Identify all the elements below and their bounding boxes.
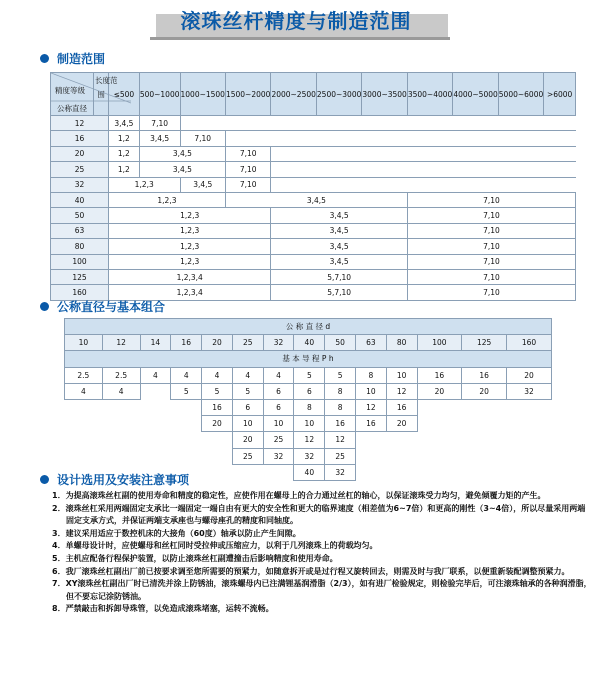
range-cell: 3,4,5 xyxy=(271,254,407,269)
range-cell: 7,10 xyxy=(407,239,575,254)
lead-cell: 32 xyxy=(325,464,356,480)
lead-cell: 6 xyxy=(263,383,294,399)
empty-cell xyxy=(271,162,576,177)
lead-cell: 20 xyxy=(202,416,233,432)
diameter-cell: 14 xyxy=(140,335,171,351)
table-row xyxy=(65,383,552,399)
range-cell: 3,4,5 xyxy=(139,146,225,161)
range-cell: 1,2,3,4 xyxy=(108,269,270,284)
lead-cell: 16 xyxy=(202,399,233,415)
bullet-icon xyxy=(40,54,49,63)
range-cell: 3,4,5 xyxy=(180,177,225,192)
range-cell: 3,4,5 xyxy=(139,131,180,146)
diameter-cell: 25 xyxy=(232,335,263,351)
range-cell: 1,2,3 xyxy=(108,239,270,254)
lead-cell xyxy=(386,464,417,480)
range-cell: 7,10 xyxy=(139,116,180,131)
range-cell: 1,2 xyxy=(108,162,139,177)
lead-cell: 16 xyxy=(462,367,507,383)
range-cell: 3,4,5 xyxy=(108,116,139,131)
empty-cell xyxy=(225,131,575,146)
diameter-cell: 16 xyxy=(171,335,202,351)
lead-cell xyxy=(202,448,233,464)
lead-cell: 4 xyxy=(140,367,171,383)
range-cell: 5,7,10 xyxy=(271,285,407,300)
lead-cell xyxy=(171,432,202,448)
lead-cell: 20 xyxy=(232,432,263,448)
lead-cell xyxy=(102,432,140,448)
lead-cell: 4 xyxy=(171,367,202,383)
col-header: >6000 xyxy=(544,73,576,116)
empty-cell xyxy=(271,177,576,192)
note-item: 5．主机应配备行程保护装置，以防止滚珠丝杠副遭撞击后影响精度和使用寿命。 xyxy=(52,553,338,563)
range-cell: 5,7,10 xyxy=(271,269,407,284)
section-label: 公称直径与基本组合 xyxy=(57,300,166,314)
lead-cell: 6 xyxy=(263,399,294,415)
range-cell: 1,2 xyxy=(108,131,139,146)
section-label: 制造范围 xyxy=(57,52,106,66)
row-diameter: 80 xyxy=(51,239,109,254)
diameter-cell: 160 xyxy=(507,335,552,351)
lead-cell: 4 xyxy=(263,367,294,383)
diameter-cell: 80 xyxy=(386,335,417,351)
lead-cell xyxy=(65,399,103,415)
empty-cell xyxy=(180,116,576,131)
col-header: 1000~1500 xyxy=(180,73,225,116)
lead-cell: 10 xyxy=(232,416,263,432)
lead-cell xyxy=(462,416,507,432)
bullet-icon xyxy=(40,475,49,484)
row-diameter: 12 xyxy=(51,116,109,131)
lead-cell xyxy=(202,464,233,480)
lead-cell xyxy=(140,383,171,399)
note-item: 8．严禁敲击和拆卸导珠管，以免造成滚珠堵塞，运转不流畅。 xyxy=(52,604,274,614)
col-header: 1500~2000 xyxy=(225,73,270,116)
lead-cell: 4 xyxy=(102,383,140,399)
diameter-lead-table xyxy=(64,318,552,481)
row-diameter: 32 xyxy=(51,177,109,192)
lead-cell xyxy=(65,448,103,464)
lead-cell: 12 xyxy=(325,432,356,448)
section-heading-notes xyxy=(40,471,189,488)
lead-cell xyxy=(232,464,263,480)
lead-cell xyxy=(102,399,140,415)
lead-cell: 20 xyxy=(417,383,462,399)
table-row xyxy=(51,269,576,284)
lead-cell xyxy=(140,399,171,415)
lead-cell: 5 xyxy=(232,383,263,399)
note-item: 7．XY滚珠丝杠副出厂时已清洗并涂上防锈油，滚珠螺母内已注满锂基润滑脂（2/3），如有进厂检验规定，则检验完毕后，可注滚珠轴承的各种润滑脂，但不要忘记涂防锈油。 xyxy=(52,579,592,601)
lead-cell: 5 xyxy=(325,367,356,383)
lead-cell: 16 xyxy=(325,416,356,432)
title-block xyxy=(150,6,450,40)
range-cell: 3,4,5 xyxy=(225,192,407,207)
col-header: 3000~3500 xyxy=(362,73,407,116)
col-header: 4000~5000 xyxy=(453,73,498,116)
range-cell: 3,4,5 xyxy=(139,162,225,177)
col-header: 5000~6000 xyxy=(498,73,543,116)
lead-cell: 32 xyxy=(294,448,325,464)
lead-cell: 2.5 xyxy=(65,367,103,383)
range-cell: 7,10 xyxy=(407,208,575,223)
lead-cell xyxy=(202,432,233,448)
range-cell: 1,2,3 xyxy=(108,208,270,223)
table-row xyxy=(51,192,576,207)
row-diameter: 100 xyxy=(51,254,109,269)
lead-cell: 12 xyxy=(356,399,387,415)
lead-cell xyxy=(102,448,140,464)
lead-cell xyxy=(356,464,387,480)
lead-cell: 4 xyxy=(65,383,103,399)
lead-cell xyxy=(417,416,462,432)
lead-cell xyxy=(417,399,462,415)
table-row xyxy=(65,432,552,448)
col-header: ≤500 xyxy=(108,73,139,116)
lead-cell: 5 xyxy=(294,367,325,383)
lead-cell xyxy=(507,432,552,448)
range-cell: 7,10 xyxy=(225,146,270,161)
title-underline xyxy=(150,37,450,40)
table-row xyxy=(65,448,552,464)
row-diameter: 20 xyxy=(51,146,109,161)
lead-cell: 5 xyxy=(171,383,202,399)
row-diameter: 125 xyxy=(51,269,109,284)
table-row xyxy=(51,116,576,131)
lead-cell: 25 xyxy=(232,448,263,464)
lead-cell: 16 xyxy=(417,367,462,383)
lead-cell: 10 xyxy=(386,367,417,383)
lead-cell: 5 xyxy=(202,383,233,399)
lead-cell: 10 xyxy=(356,383,387,399)
row-diameter: 50 xyxy=(51,208,109,223)
lead-cell: 25 xyxy=(263,432,294,448)
range-cell: 1,2,3 xyxy=(108,254,270,269)
col-header: 2000~2500 xyxy=(271,73,316,116)
lead-cell: 8 xyxy=(325,383,356,399)
lead-cell: 4 xyxy=(232,367,263,383)
row-diameter: 40 xyxy=(51,192,109,207)
corner-length-tail: 围 xyxy=(94,73,109,116)
lead-cell: 12 xyxy=(294,432,325,448)
range-cell: 1,2,3 xyxy=(108,223,270,238)
range-cell: 7,10 xyxy=(180,131,225,146)
corner-header xyxy=(51,73,118,116)
lead-cell: 32 xyxy=(263,448,294,464)
lead-cell xyxy=(462,399,507,415)
note-item: 1．为提高滚珠丝杠副的使用寿命和精度的稳定性，应使作用在螺母上的合力通过丝杠的轴心，以保证滚珠受力均匀，避免倾覆力矩的产生。 xyxy=(52,491,546,500)
note-item: 4．单螺母设计时，应使螺母和丝杠同时受拉伸或压缩应力，以利于几列滚珠上的荷载均匀。 xyxy=(52,541,378,551)
diameter-row xyxy=(65,335,552,351)
table-row xyxy=(65,367,552,383)
lead-cell xyxy=(507,448,552,464)
diameter-cell: 32 xyxy=(263,335,294,351)
lead-cell: 16 xyxy=(386,399,417,415)
lead-cell xyxy=(507,464,552,480)
diameter-label-row: 公 称 直 径 d xyxy=(65,319,552,335)
lead-cell: 12 xyxy=(386,383,417,399)
manufacturing-range-table xyxy=(50,72,576,301)
lead-cell xyxy=(356,448,387,464)
row-diameter: 25 xyxy=(51,162,109,177)
lead-cell: 32 xyxy=(507,383,552,399)
diameter-cell: 100 xyxy=(417,335,462,351)
page-title: 滚珠丝杆精度与制造范围 xyxy=(180,9,412,33)
lead-cell: 20 xyxy=(507,367,552,383)
table-row xyxy=(51,162,576,177)
table-row xyxy=(51,177,576,192)
col-header: 2500~3000 xyxy=(316,73,361,116)
diameter-cell: 20 xyxy=(202,335,233,351)
lead-cell: 10 xyxy=(263,416,294,432)
section-heading-combination xyxy=(40,298,165,315)
note-item: 6．我厂滚珠丝杠副出厂前已按要求调至您所需要的预紧力，如随意拆开或是过行程又旋转回去，则需及时与我厂联系，以便重新装配调整预紧力。 xyxy=(52,566,570,576)
lead-cell xyxy=(417,448,462,464)
lead-cell xyxy=(417,464,462,480)
range-cell: 7,10 xyxy=(407,269,575,284)
table-row xyxy=(51,254,576,269)
range-cell: 7,10 xyxy=(407,254,575,269)
lead-cell: 40 xyxy=(294,464,325,480)
lead-cell: 20 xyxy=(462,383,507,399)
lead-cell xyxy=(65,432,103,448)
lead-cell xyxy=(263,464,294,480)
table-row xyxy=(65,399,552,415)
lead-cell xyxy=(65,416,103,432)
range-cell: 1,2 xyxy=(108,146,139,161)
lead-cell: 6 xyxy=(294,383,325,399)
range-cell: 3,4,5 xyxy=(271,208,407,223)
lead-cell: 8 xyxy=(325,399,356,415)
lead-cell: 16 xyxy=(356,416,387,432)
lead-cell: 2.5 xyxy=(102,367,140,383)
lead-cell xyxy=(386,448,417,464)
row-diameter: 160 xyxy=(51,285,109,300)
lead-cell: 20 xyxy=(386,416,417,432)
lead-label-row: 基 本 导 程 P h xyxy=(65,351,552,367)
range-cell: 1,2,3 xyxy=(108,177,180,192)
lead-cell xyxy=(462,448,507,464)
lead-cell xyxy=(386,432,417,448)
table-row xyxy=(51,239,576,254)
lead-cell: 25 xyxy=(325,448,356,464)
range-cell: 1,2,3 xyxy=(108,192,225,207)
diameter-cell: 63 xyxy=(356,335,387,351)
lead-cell: 8 xyxy=(294,399,325,415)
col-header: 3500~4000 xyxy=(407,73,452,116)
lead-cell xyxy=(140,416,171,432)
lead-cell: 6 xyxy=(232,399,263,415)
table-row xyxy=(65,416,552,432)
range-cell: 7,10 xyxy=(225,162,270,177)
lead-cell: 4 xyxy=(202,367,233,383)
corner-dia-label: 公称直径 xyxy=(57,104,87,113)
range-cell: 7,10 xyxy=(225,177,270,192)
lead-cell xyxy=(140,448,171,464)
diameter-cell: 10 xyxy=(65,335,103,351)
range-cell: 3,4,5 xyxy=(271,223,407,238)
note-item: 2．滚珠丝杠采用两端固定支承比一端固定一端自由有更大的安全性和更大的临界速度（相差值为6~7倍）和更高的刚性（3~4倍），所以尽量采用两端固定支承方式，并保证两端支承座也与螺母座孔的精度和同轴度。 xyxy=(52,503,586,526)
note-item: 3．建议采用适应于数控机床的大接角（60度）轴承以防止产生间隙。 xyxy=(52,528,301,538)
row-diameter: 16 xyxy=(51,131,109,146)
diameter-cell: 50 xyxy=(325,335,356,351)
lead-cell xyxy=(140,432,171,448)
lead-cell xyxy=(462,464,507,480)
range-cell: 7,10 xyxy=(407,192,575,207)
lead-cell xyxy=(171,399,202,415)
lead-cell xyxy=(171,416,202,432)
table-row xyxy=(51,223,576,238)
lead-cell xyxy=(507,399,552,415)
lead-cell xyxy=(171,448,202,464)
section-label: 设计选用及安装注意事项 xyxy=(57,473,190,487)
corner-grade-label: 精度等级 xyxy=(55,86,85,95)
empty-cell xyxy=(271,146,576,161)
table-row xyxy=(51,146,576,161)
lead-cell xyxy=(462,432,507,448)
table-row xyxy=(51,131,576,146)
range-cell: 7,10 xyxy=(407,285,575,300)
section-heading-range xyxy=(40,50,105,67)
diameter-cell: 12 xyxy=(102,335,140,351)
corner-length-label: 长度范 xyxy=(95,76,118,85)
notes-list xyxy=(52,490,592,616)
row-diameter: 63 xyxy=(51,223,109,238)
range-cell: 1,2,3,4 xyxy=(108,285,270,300)
lead-cell xyxy=(356,432,387,448)
range-cell: 7,10 xyxy=(407,223,575,238)
table-row xyxy=(51,208,576,223)
lead-cell: 10 xyxy=(294,416,325,432)
diameter-cell: 125 xyxy=(462,335,507,351)
col-header: 500~1000 xyxy=(139,73,180,116)
diameter-cell: 40 xyxy=(294,335,325,351)
range-cell: 3,4,5 xyxy=(271,239,407,254)
lead-cell: 8 xyxy=(356,367,387,383)
lead-cell xyxy=(417,432,462,448)
bullet-icon xyxy=(40,302,49,311)
lead-cell xyxy=(102,416,140,432)
lead-cell xyxy=(507,416,552,432)
